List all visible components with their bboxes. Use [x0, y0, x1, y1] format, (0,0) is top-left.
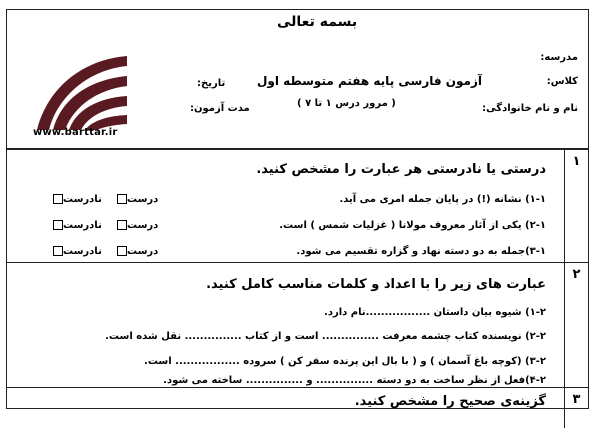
false-checkbox[interactable]: [53, 220, 63, 230]
bismillah: بسمه تعالی: [277, 14, 358, 30]
option-false-2[interactable]: [49, 220, 102, 231]
true-checkbox[interactable]: [117, 246, 127, 256]
option-true-1[interactable]: [113, 194, 158, 205]
false-checkbox[interactable]: [53, 194, 63, 204]
true-checkbox[interactable]: [117, 194, 127, 204]
option-true-2[interactable]: [113, 220, 158, 231]
question-title: گزینه‌ی صحیح را مشخص کنید.: [354, 394, 546, 409]
true-label: درست: [127, 246, 159, 257]
school-label: مدرسه:: [540, 52, 578, 63]
true-checkbox[interactable]: [117, 220, 127, 230]
true-label: درست: [127, 194, 159, 205]
exam-sheet: [6, 9, 589, 409]
false-checkbox[interactable]: [53, 246, 63, 256]
question-number: ۲: [564, 263, 588, 387]
barttar-logo: [35, 50, 127, 132]
duration-label: مدت آزمون:: [190, 103, 250, 114]
false-label: نادرست: [63, 246, 102, 257]
review-note: ( مرور درس ۱ تا ۷ ): [297, 98, 396, 109]
false-label: نادرست: [63, 220, 102, 231]
statement-2: ۲-۱) یکی از آثار معروف مولانا ( غزلیات شمس ) است.: [279, 220, 546, 231]
question-1: [7, 150, 588, 263]
option-true-3[interactable]: [113, 246, 158, 257]
question-title: عبارت های زیر را با اعداد و کلمات مناسب کامل کنید.: [206, 277, 546, 292]
question-number: ۳: [564, 388, 588, 428]
question-title: درستی یا نادرستی هر عبارت را مشخص کنید.: [256, 162, 546, 177]
website-url: www.barttar.ir: [33, 127, 118, 138]
true-label: درست: [127, 220, 159, 231]
blank-4: ۴-۲)فعل از نظر ساخت به دو دسته ............... و ............... ساخته می شود.: [163, 375, 546, 386]
false-label: نادرست: [63, 194, 102, 205]
statement-3: ۳-۱)جمله به دو دسته نهاد و گزاره تقسیم می شود.: [296, 246, 546, 257]
exam-title: آزمون فارسی پایه هفتم متوسطه اول: [257, 74, 482, 88]
question-2: [7, 263, 588, 388]
question-3: [7, 388, 588, 428]
name-label: نام و نام خانوادگی:: [482, 103, 578, 114]
statement-1: ۱-۱) نشانه (!) در پایان جمله امری می آید.: [339, 194, 546, 205]
date-label: تاریخ:: [197, 78, 226, 89]
blank-3: ۳-۲) (کوچه باغ آسمان ) و ( با بال این پرنده سفر کن ) سروده ................. است.: [144, 356, 546, 367]
blank-2: ۲-۲) نویسنده کتاب چشمه معرفت ............... است و از کتاب ............... نقل شده است.: [105, 331, 546, 342]
option-false-1[interactable]: [49, 194, 102, 205]
blank-1: ۱-۲) شیوه بیان داستان .................نام دارد.: [324, 307, 546, 318]
question-number: ۱: [564, 150, 588, 262]
exam-header: [7, 10, 588, 150]
option-false-3[interactable]: [49, 246, 102, 257]
class-label: کلاس:: [546, 76, 578, 87]
